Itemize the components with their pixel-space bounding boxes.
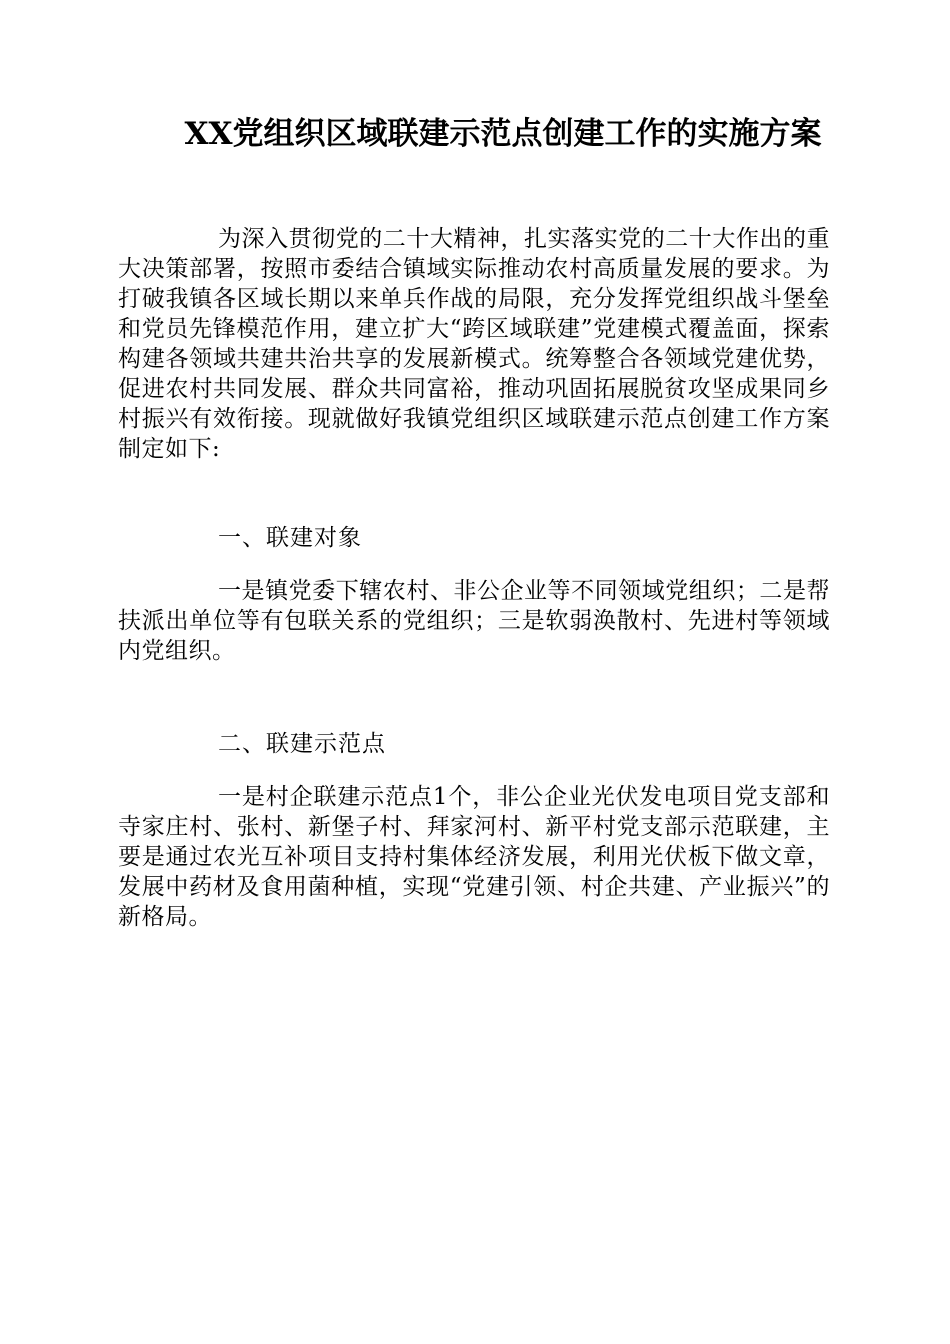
targets-paragraph: 一是镇党委下辖农村、非公企业等不同领域党组织；二是帮扶派出单位等有包联关系的党组织；三是软弱涣散村、先进村等领域内党组织。 [118,578,830,664]
document-title: XX党组织区域联建示范点创建工作的实施方案 [184,116,822,152]
intro-paragraph: 为深入贯彻党的二十大精神，扎实落实党的二十大作出的重大决策部署，按照市委结合镇域实际推动农村高质量发展的要求。为打破我镇各区域长期以来单兵作战的局限，充分发挥党组织战斗堡垒和党员先锋模范作用，建立扩大“跨区域联建”党建模式覆盖面，探索构建各领域共建共治共享的发展新模式。统筹整合各领域党建优势，促进农村共同发展、群众共同富裕，推动巩固拓展脱贫攻坚成果同乡村振兴有效衔接。现就做好我镇党组织区域联建示范点创建工作方案制定如下: [118,226,830,462]
demo-points-paragraph: 一是村企联建示范点1个，非公企业光伏发电项目党支部和寺家庄村、张村、新堡子村、拜家河村、新平村党支部示范联建，主要是通过农光互补项目支持村集体经济发展，利用光伏板下做文章，发展中药材及食用菌种植，实现“党建引领、村企共建、产业振兴”的新格局。 [118,784,830,930]
section-heading-demo-points: 二、联建示范点 [218,731,386,757]
section-heading-targets: 一、联建对象 [218,525,362,551]
